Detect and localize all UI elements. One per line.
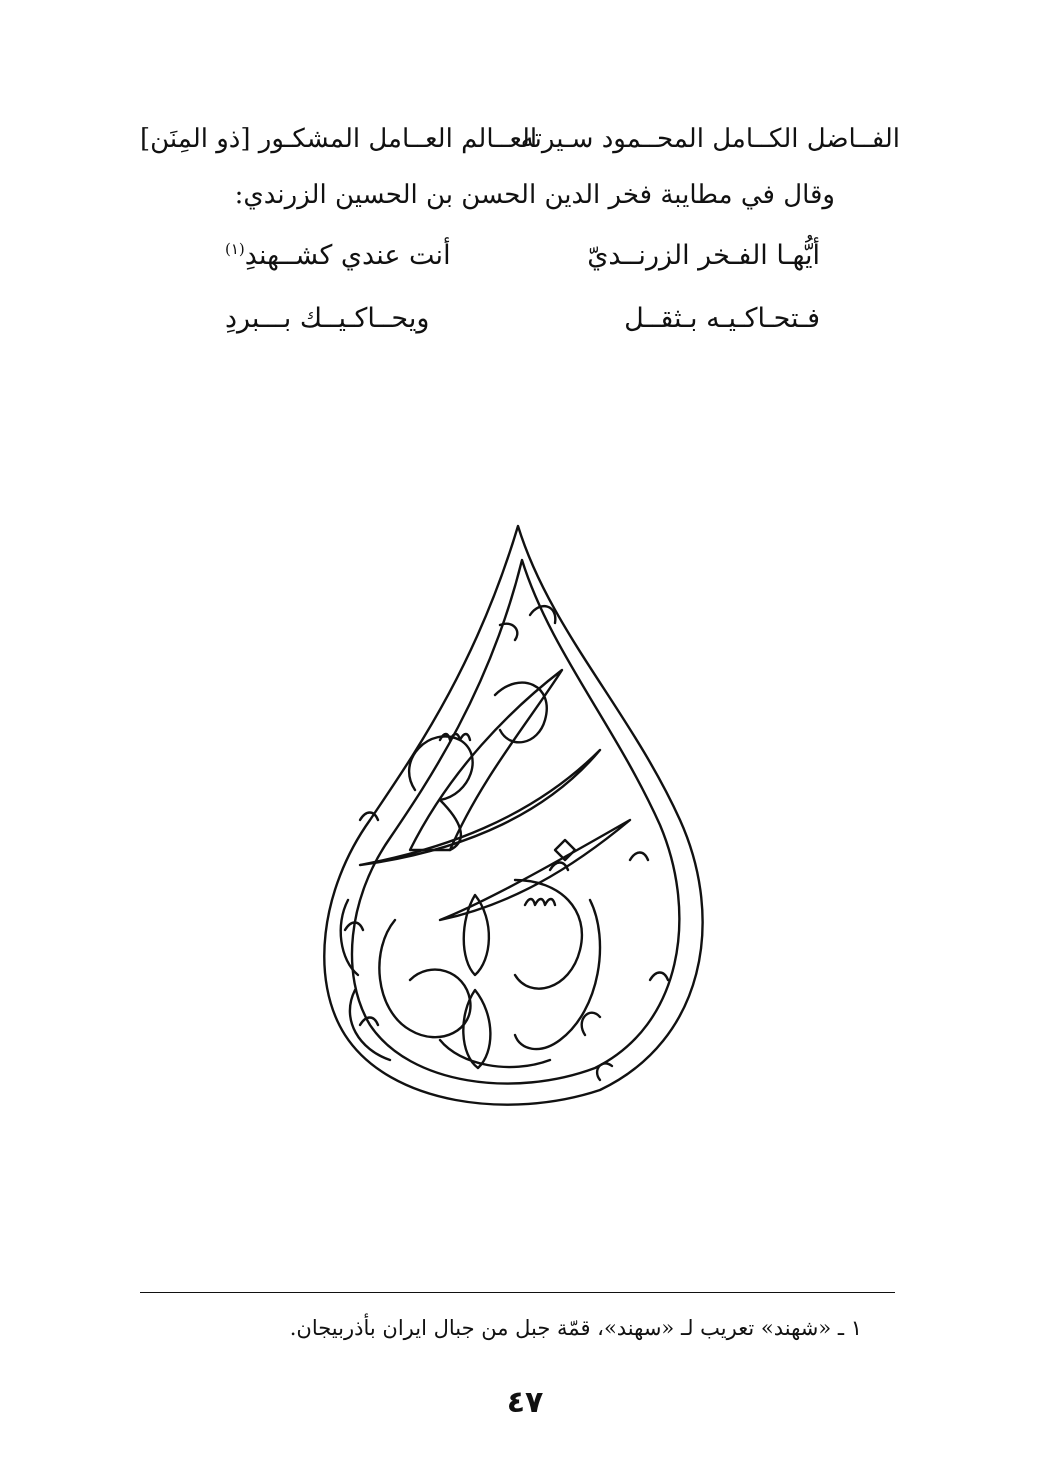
- verse-1-second-text: أنت عندي كشــهندِ: [244, 240, 451, 271]
- verse-1: [200, 240, 820, 290]
- verse-2-second-hemistich: ويحــاكـيــك بـــبردِ: [225, 303, 430, 334]
- footnote-divider: [140, 1292, 895, 1293]
- page-number: ٤٧: [506, 1385, 544, 1420]
- verse-1-first-hemistich: أيُّهـا الفـخر الزرنــديّ: [587, 240, 820, 271]
- verse-1-second-hemistich: [225, 240, 451, 271]
- verse-line-top: [140, 118, 900, 166]
- calligraphy-drop-illustration: [300, 520, 730, 1110]
- hemistich-right: الفــاضل الكــامل المحــمود سـيرته: [520, 124, 900, 154]
- verse-2-first-hemistich: فـتحـاكـيـه بـثقــل: [624, 303, 820, 334]
- footnote-reference: (١): [225, 240, 245, 258]
- prose-intro-line: وقال في مطايبة فخر الدين الحسن بن الحسين الزرندي:: [234, 180, 835, 210]
- hemistich-left: العــالم العــامل المشكـور [ذو المِنَن]: [140, 124, 538, 154]
- footnote: ١ ـ «شهند» تعريب لـ «سهند»، قمّة جبل من جبال ايران بأذربيجان.: [289, 1316, 862, 1340]
- verse-2: [200, 303, 820, 353]
